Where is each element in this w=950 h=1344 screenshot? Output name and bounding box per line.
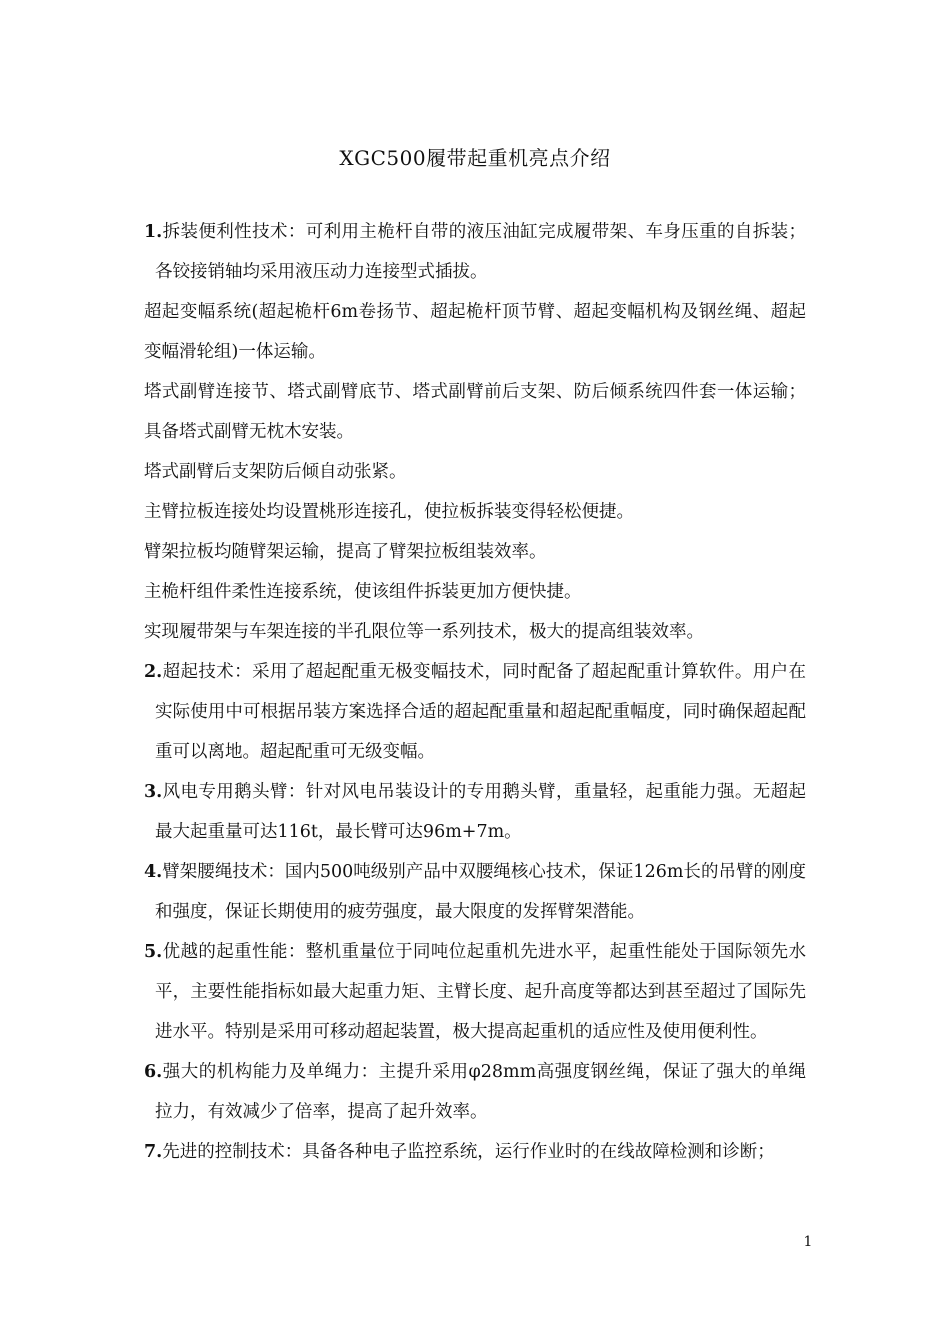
paragraph-1-detail <box>144 572 806 612</box>
paragraph-text: 超起变幅系统(超起桅杆6m卷扬节、超起桅杆顶节臂、超起变幅机构及钢丝绳、超起变幅滑轮组)一体运输。 <box>144 302 806 362</box>
paragraph-text: 优越的起重性能：整机重量位于同吨位起重机先进水平，起重性能处于国际领先水平，主要性能指标如最大起重力矩、主臂长度、起升高度等都达到甚至超过了国际先进水平。特别是采用可移动超起装置，极大提高起重机的适应性及使用便利性。 <box>155 942 806 1042</box>
paragraph-1-detail <box>144 532 806 572</box>
paragraph-6 <box>144 1052 806 1132</box>
paragraph-text: 主臂拉板连接处均设置桃形连接孔，使拉板拆装变得轻松便捷。 <box>144 502 634 522</box>
paragraph-text: 先进的控制技术：具备各种电子监控系统，运行作业时的在线故障检测和诊断； <box>162 1142 775 1162</box>
paragraph-1-detail <box>144 492 806 532</box>
paragraph-text: 风电专用鹅头臂：针对风电吊装设计的专用鹅头臂，重量轻，起重能力强。无超起最大起重量可达116t，最长臂可达96m+7m。 <box>155 782 806 842</box>
paragraph-1-detail <box>144 372 806 452</box>
item-number: 3. <box>144 782 163 802</box>
paragraph-1 <box>144 212 806 292</box>
paragraph-text: 拆装便利性技术：可利用主桅杆自带的液压油缸完成履带架、车身压重的自拆装；各铰接销轴均采用液压动力连接型式插拔。 <box>155 222 806 282</box>
document-body <box>144 212 806 1172</box>
paragraph-text: 实现履带架与车架连接的半孔限位等一系列技术，极大的提高组装效率。 <box>144 622 704 642</box>
paragraph-text: 超起技术：采用了超起配重无极变幅技术，同时配备了超起配重计算软件。用户在实际使用中可根据吊装方案选择合适的超起配重量和超起配重幅度，同时确保超起配重可以离地。超起配重可无级变幅。 <box>155 662 806 762</box>
item-number: 5. <box>144 942 163 962</box>
item-number: 2. <box>144 662 163 682</box>
page-number: 1 <box>803 1234 813 1250</box>
paragraph-2 <box>144 652 806 772</box>
paragraph-4 <box>144 852 806 932</box>
item-number: 4. <box>144 862 163 882</box>
paragraph-5 <box>144 932 806 1052</box>
paragraph-text: 塔式副臂连接节、塔式副臂底节、塔式副臂前后支架、防后倾系统四件套一体运输；具备塔式副臂无枕木安装。 <box>144 382 806 442</box>
paragraph-text: 臂架腰绳技术：国内500吨级别产品中双腰绳核心技术，保证126m长的吊臂的刚度和强度，保证长期使用的疲劳强度，最大限度的发挥臂架潜能。 <box>155 862 806 922</box>
document-title: XGC500履带起重机亮点介绍 <box>339 146 611 170</box>
item-number: 6. <box>144 1062 163 1082</box>
item-number: 1. <box>144 222 163 242</box>
paragraph-3 <box>144 772 806 852</box>
paragraph-1-detail <box>144 292 806 372</box>
paragraph-1-detail <box>144 612 806 652</box>
paragraph-1-detail <box>144 452 806 492</box>
paragraph-text: 塔式副臂后支架防后倾自动张紧。 <box>144 462 407 482</box>
paragraph-7 <box>144 1132 806 1172</box>
item-number: 7. <box>144 1142 163 1162</box>
paragraph-text: 臂架拉板均随臂架运输，提高了臂架拉板组装效率。 <box>144 542 547 562</box>
paragraph-text: 强大的机构能力及单绳力：主提升采用φ28mm高强度钢丝绳，保证了强大的单绳拉力，有效减少了倍率，提高了起升效率。 <box>155 1062 806 1122</box>
paragraph-text: 主桅杆组件柔性连接系统，使该组件拆装更加方便快捷。 <box>144 582 582 602</box>
